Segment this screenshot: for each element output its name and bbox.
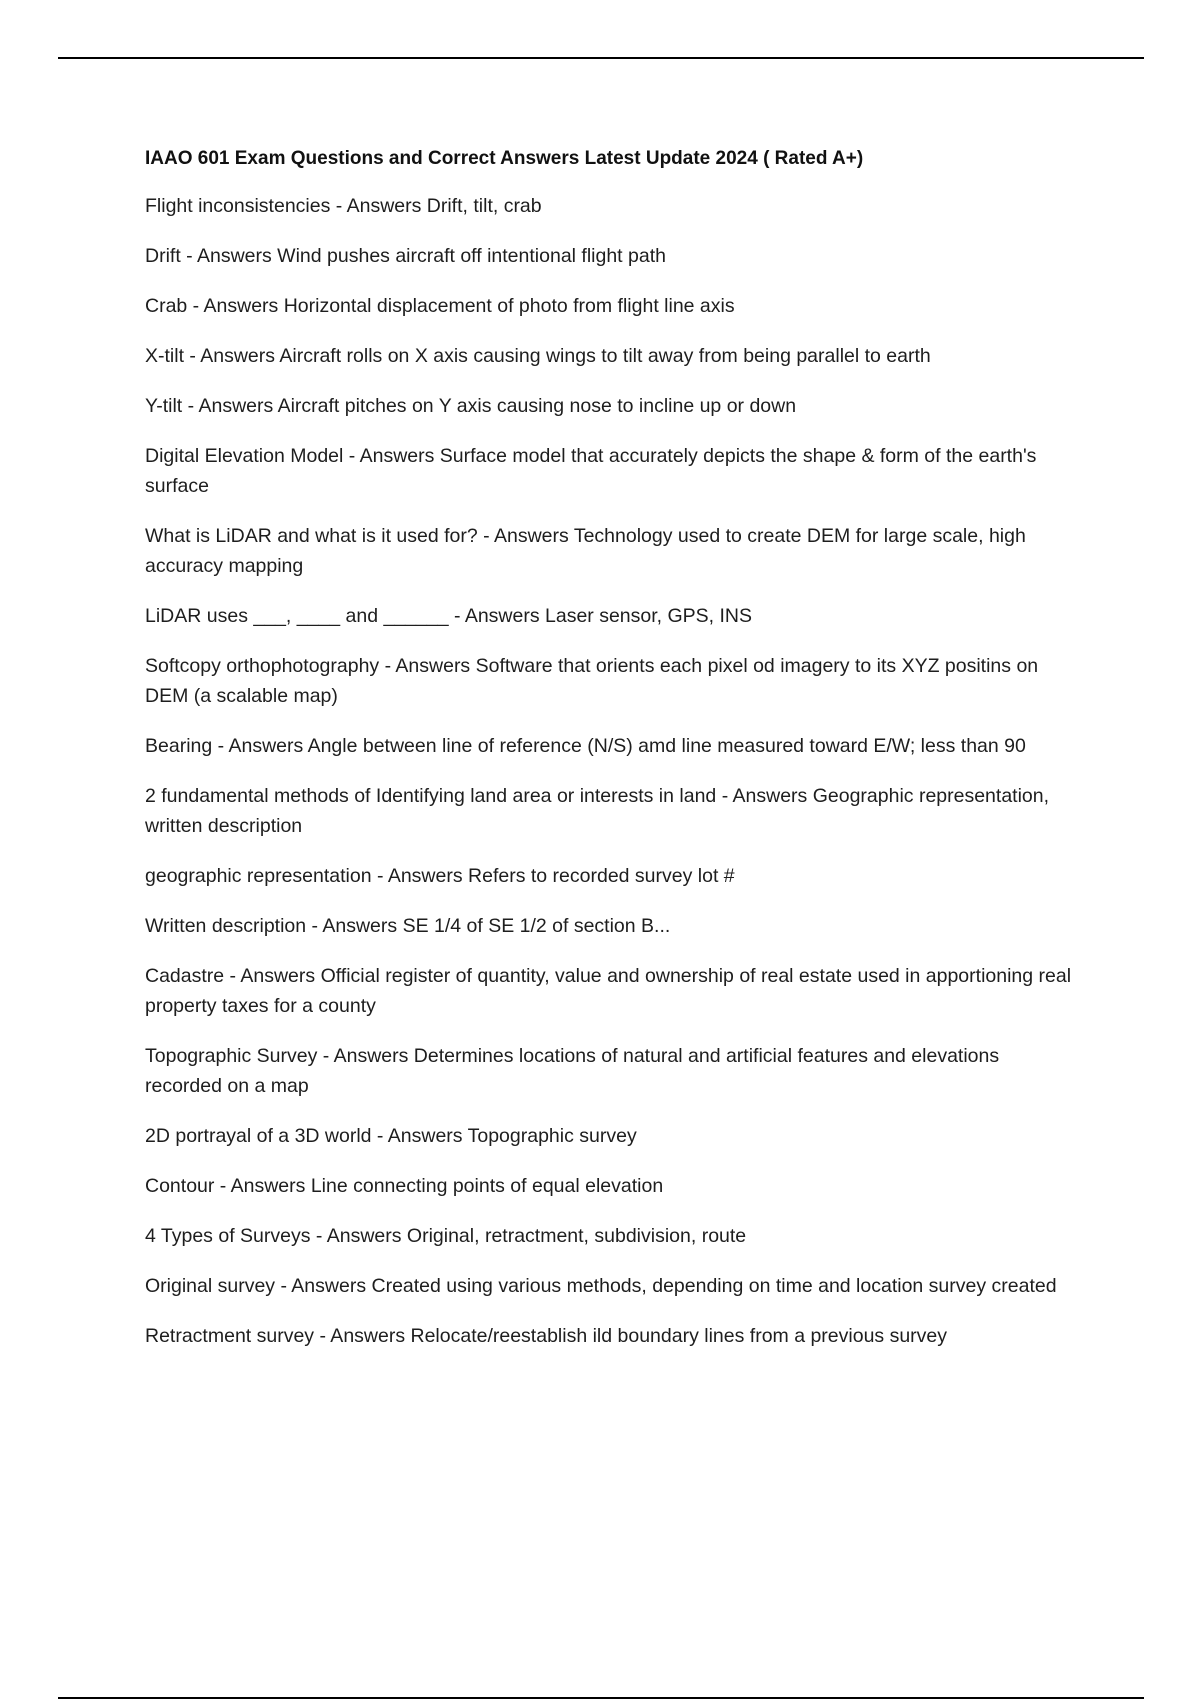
qa-entry: Contour - Answers Line connecting points of equal elevation [145,1175,664,1197]
qa-entry: Bearing - Answers Angle between line of reference (N/S) amd line measured toward E/W; less than 90 [145,735,1026,757]
bottom-divider [58,1697,1144,1699]
qa-entry: Original survey - Answers Created using various methods, depending on time and location survey created [145,1275,1057,1297]
qa-entry: Retractment survey - Answers Relocate/reestablish ild boundary lines from a previous survey [145,1325,948,1347]
document-body [145,145,1080,1371]
qa-entry: Y-tilt - Answers Aircraft pitches on Y axis causing nose to incline up or down [145,395,797,417]
qa-entry: 2D portrayal of a 3D world - Answers Topographic survey [145,1125,637,1147]
qa-entry: Topographic Survey - Answers Determines locations of natural and artificial features and elevations recorded on a map [145,1045,1000,1097]
qa-entry: X-tilt - Answers Aircraft rolls on X axis causing wings to tilt away from being parallel to earth [145,345,931,367]
qa-entry: Flight inconsistencies - Answers Drift, tilt, crab [145,195,542,217]
qa-entry: Crab - Answers Horizontal displacement of photo from flight line axis [145,295,735,317]
qa-entry: Written description - Answers SE 1/4 of SE 1/2 of section B... [145,915,671,937]
qa-entry: Cadastre - Answers Official register of quantity, value and ownership of real estate used in apportioning real property taxes for a county [145,965,1072,1017]
qa-entry: 4 Types of Surveys - Answers Original, retractment, subdivision, route [145,1225,747,1247]
qa-entry: Digital Elevation Model - Answers Surface model that accurately depicts the shape & form of the earth's surface [145,445,1037,497]
qa-entry: Softcopy orthophotography - Answers Software that orients each pixel od imagery to its XYZ positins on DEM (a scalable map) [145,655,1039,707]
qa-entry: Drift - Answers Wind pushes aircraft off intentional flight path [145,245,666,267]
document-title: IAAO 601 Exam Questions and Correct Answers Latest Update 2024 ( Rated A+) [145,148,864,169]
top-divider [58,57,1144,59]
qa-entry: What is LiDAR and what is it used for? - Answers Technology used to create DEM for large scale, high accuracy mapping [145,525,1026,577]
qa-entry: LiDAR uses ___, ____ and ______ - Answers Laser sensor, GPS, INS [145,605,753,627]
qa-entry: geographic representation - Answers Refers to recorded survey lot # [145,865,735,887]
qa-entry: 2 fundamental methods of Identifying land area or interests in land - Answers Geographic representation, written description [145,785,1050,837]
